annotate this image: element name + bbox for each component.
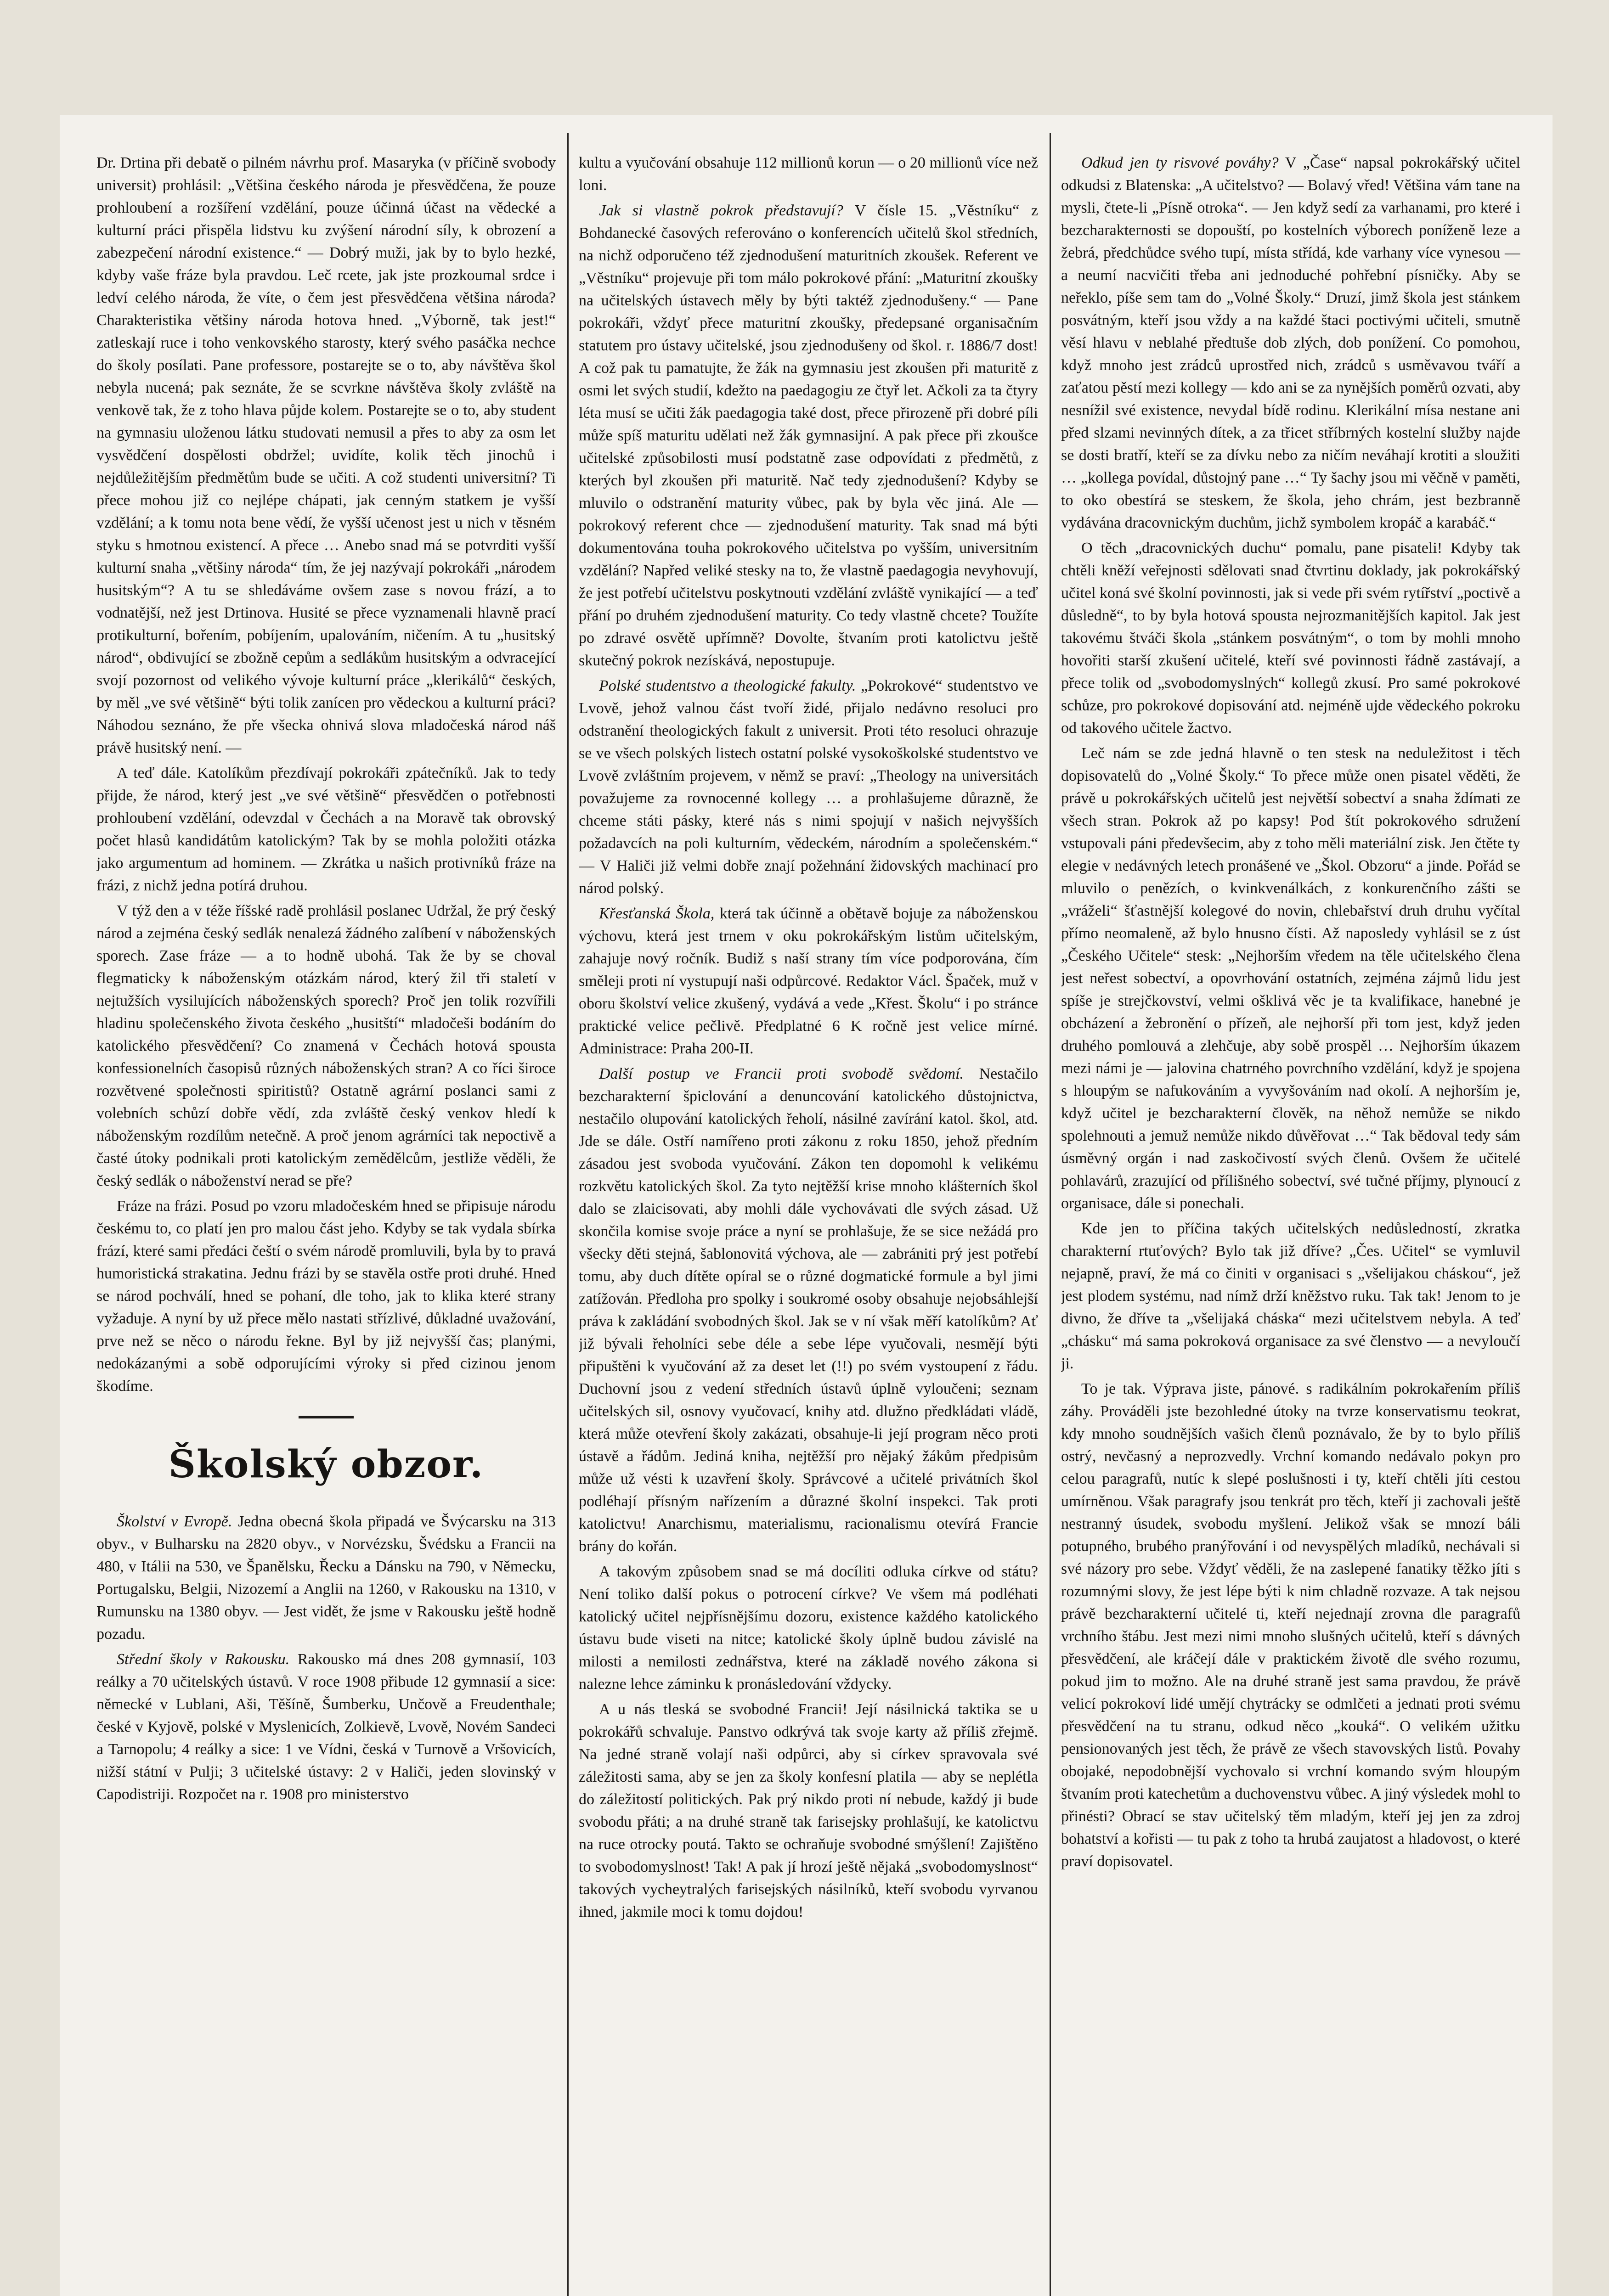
- column-rule-right: [1050, 133, 1051, 2296]
- news-item-lead: Polské studentstvo a theologické fakulty.: [599, 677, 856, 694]
- news-item-text: „Pokrokové“ studentstvo ve Lvově, jehož valnou část tvoří židé, přijalo nedávno resoluci pro odstranění theologických fakult z universit. Proti této resoluci ohrazuje se ve všech polských listech ostatní polské vysokoškolské studentstvo ve Lvově zvláštním projevem, v němž se praví: „Theology na universitách považujeme za rovnocenné kollegy … a prohlašujeme důrazně, že chceme státi pásky, které nás s nimi spojují v našich nejvyšších požadavcích na poli kulturním, vědeckém, národním a společenském.“ — V Haliči již velmi dobře znají požehnání židovských machinací pro národ polský.: [579, 677, 1038, 897]
- article-paragraph: A teď dále. Katolíkům přezdívají pokrokáři zpátečníků. Jak to tedy přijde, že národ, který jest „ve své většině“ přesvědčen o potřebnosti prohloubení vzdělání, odevzdal v Čechách a na Moravě tak obrovský počet hlasů kandidátům katolickým? Tak by se mohla položiti otázka jako argumentum ad hominem. — Zkrátka u našich protivníků fráze na frázi, z nichž jedna potírá druhou.: [96, 765, 556, 894]
- news-item-lead: Křesťanská Škola,: [599, 905, 715, 922]
- news-item-text: V čísle 15. „Věstníku“ z Bohdanecké časových referováno o konferencích učitelů škol středních, na nichž odporučeno též zjednodušení maturitních zkoušek. Referent ve „Věstníku“ projevuje při tom málo pokrokové přání: „Maturitní zkoušky na učitelských ústavech měly by býti taktéž zjednodušeny.“ — Pane pokrokáři, vždyť přece maturitní zkoušky, předepsané organisačním statutem pro ústavy učitelské, jsou zjednodušeny od škol. r. 1886/7 dost! A což pak tu pamatujte, že žák na gymnasiu jest zkoušen při maturitě z osmi let svých studií, kdežto na paedagogiu ze čtyř let. Ačkoli za ta čtyry léta musí se učiti žák paedagogia také dost, přece přirozeně při dobré píli může spíš maturitu udělati než žák gymnasijní. A pak přece při zkoušce učitelské způsobilosti musí podstatně zase odpovídati z předmětů, z kterých byl zkoušen při maturitě. Nač tedy zjednodušení? Kdyby se mluvilo o odstranění maturity vůbec, pak by byla věc jiná. Ale — pokrokový referent chce — zjednodušení maturity. Tak snad má býti dokumentována touha pokrokového učitelstva po vyšším, universitním vzdělání? Napřed veliké stesky na to, že vlastně paedagogia nevyhovují, že jest potřebí učitelstvu poskytnouti vzdělání zvláště vynikající — a teď přání po druhém zjednodušení maturity. Co tedy vlastně chcete? Toužíte po zdravé osvětě upřímně? Dovolte, štvaním proti katolictvu ještě skutečný pokrok nezískává, nepostupuje.: [579, 202, 1038, 669]
- column-rule-left: [567, 133, 569, 2296]
- article-paragraph: Kde jen to příčina takých učitelských nedůsledností, zkratka charakterní rtuťových? Bylo tak již dříve? „Čes. Učitel“ se vymluvil nejapně, praví, že má co činiti v organisaci s „všelijakou cháskou“, jež jest plodem systému, nad nímž drží kněžstvo ruku. Tak tak! Jenom to je divno, že dříve ta „všelijaká cháska“ mezi učitelstvem nebyla. A teď „chásku“ má sama pokroková organisace za své členstvo — a nevyloučí ji.: [1061, 1220, 1520, 1372]
- news-item: [579, 675, 1038, 900]
- section-divider: [299, 1416, 354, 1418]
- news-item-text: V „Čase“ napsal pokrokářský učitel odkudsi z Blatenska: „A učitelstvo? — Bolavý vřed! Většina vám tane na mysli, čtete-li „Písně otroka“. — Jen když sedí za varhanami, pro které i bezcharakternosti se dopouští, po kostelních výborech poníženě leze a žebrá, předchůdce svého tupí, místa střídá, kde varhany více vynesou — a neumí nacvičiti třeba ani jednoduché pohřební písničky. Aby se neřeklo, píše sem tam do „Volné Školy.“ Druzí, jimž škola jest stánkem posvátným, kteří jsou vždy a na každé štaci poctivými učiteli, smutně věsí hlavu v neblahé předtuše dob zlých, dob ponížení. Co pomohou, když mnoho jest zrádců uprostřed nich, zrádců s usměvavou tváří a zaťatou pěstí mezi kollegy — kdo ani se za nynějších poměrů ozvati, aby nesnížil své existence, nevydal bídě rodinu. Klerikální mísa nestane ani před slzami nevinných dítek, a za třicet stříbrných kostelní služby najde se dosti bratří, kteří se za dívku nebo za ničím neváhají krotiti a sloužiti … „kollega povídal, důstojný pane …“ Ty šachy jsou mi věčně v paměti, to oko obestírá se steskem, že škola, jeho chrám, jest bezbranně vydávána dracovnickým duchům, jichž symbolem kropáč a karabáč.“: [1061, 154, 1520, 531]
- article-paragraph: Leč nám se zde jedná hlavně o ten stesk na neduležitost i těch dopisovatelů do „Volné Školy.“ To přece může onen pisatel věděti, že právě u pokrokářských učitelů jest největší sobectví a snaha ždímati ze všech stran. Pokrok až po kapsy! Pod štít pokrokového sdružení vstupovali páni předevšecim, aby z toho měli materiální zisk. Jen čtěte ty elegie v nedávných letech pronášené ve „Škol. Obzoru“ a jinde. Pořád se mluvilo o penězích, o kvinkvenálkách, z konkurenčního zášti se „vráželi“ šťastnější kolegové do novin, chlebařství druh druhu vyčítal přímo neomaleně, až bylo hnusno čísti. Až naposledy vyhlásil se z úst „Českého Učitele“ stesk: „Nejhorším vředem na těle učitelského člena jest neřest sobectví, a opovrhování ostatních, zejména zájmů lidu jest spíše je strejčkovství, velmi ošklivá věc je ta kvalifikace, hanebné je obcházení a žebronění o přízeň, ale nejhorší při tom jest, když jeden druhého pomlouvá a zlehčuje, aby sobě prospěl … Nejhorším úkazem mezi námi je — jalovina chatrného povrchního vzdělání, když je spojena s hloupým se nafukováním a vyvyšováním nad okolí. A nejhorším je, když učitel je bezcharakterní člověk, na něhož nemůže se nikdo spolehnouti a jemuž nemůže nikdo důvěřovat …“ Tak bědoval tedy sám úsměvný orgán i nad zaskočivostí svých členů. Ovšem že učitelé pohlavárů, zrazující od přílišného sobectví, své tučné příjmy, plynoucí z organisace, dále si ponechali.: [1061, 745, 1520, 1212]
- news-item-lead: Jak si vlastně pokrok představují?: [599, 202, 843, 219]
- news-item: [579, 199, 1038, 672]
- news-item: [96, 1510, 556, 1645]
- news-item-lead: Střední školy v Rakousku.: [117, 1651, 290, 1668]
- news-item: [579, 902, 1038, 1060]
- news-item-text: Nestačilo bezcharakterní špiclování a denuncování katolického důstojnictva, nestačilo olupování katolických řeholí, násilné zavírání katol. škol, atd. Jde se dále. Ostří namířeno proti zákonu z roku 1850, jehož předním zásadou jest svoboda vyučování. Zákon ten dopomohl k velikému rozkvětu katolických škol. Za tyto nejtěžší krise mnoho klášterních škol dalo se zlaicisovati, aby mohli dále vychovávati dle svých zásad. Už skončila komise svoje práce a nyní se prohlašuje, že se sice nežádá pro všecky děti stejná, šablonovitá výchova, ale — zabrániti prý jest potřebí tomu, aby duch dítěte opíral se o různé dogmatické formule a byl jimi zatížován. Předloha pro spolky i soukromé osoby obsahuje nejobsáhlejší práva k zakládání svobodných škol. Jak se v ní však měří katolíkům? Ať již bývali řeholníci sebe déle a sebe lépe vyučovali, nesmějí býti připuštěni k vyučování až za deset let (!!) po svém vystoupení z řádu. Duchovní jsou z vedení středních ústavů úplně vyloučeni; seznam učitelských sil, osnovy vyučovací, knihy atd. dlužno předkládati vládě, která může otevření školy zakázati, obsahuje-li její program něco proti ústavě a řádům. Jediná kniha, nejtěžší pro nějaký žákům předpisům může už vésti k uzavření školy. Správcové a učitelé privátních škol podléhají přísným nařízením a důrazné školní inspekci. Tak proti katolictvu! Anarchismu, materialismu, racionalismu otevírá Francie brány do kořán.: [579, 1065, 1038, 1555]
- article-paragraph: kultu a vyučování obsahuje 112 millionů korun — o 20 millionů více než loni.: [579, 154, 1038, 194]
- section-heading: Školský obzor.: [168, 1442, 484, 1486]
- article-paragraph: Fráze na frázi. Posud po vzoru mladočeském hned se připisuje národu českému to, co platí jen pro malou část jeho. Kdyby se tak vydala sbírka frází, které sami předáci čeští o svém národě promluvili, byla by to pravá humoristická strakatina. Jednu frázi by se stavěla ostře proti druhé. Hned se národ pochválí, hned se pohaní, dle toho, jak to klika které strany vyžaduje. A nyní by už přece mělo nastati střízlivé, důkladné uvažování, prve než se něco o národu řekne. Byl by již nejvyšší čas; planými, nedokázanými a sobě odporujícími výroky si před cizinou jenom škodíme.: [96, 1198, 556, 1395]
- news-item-lead: Školství v Evropě.: [117, 1513, 232, 1530]
- column-1: [96, 152, 556, 2296]
- news-item-lead: Odkud jen ty risvové pováhy?: [1081, 154, 1279, 171]
- article-paragraph: A takovým způsobem snad se má docíliti odluka církve od státu? Není toliko další pokus o potrocení církve? Ve všem má podléhati katolický učitel nejpřísnějšímu dozoru, existence každého katolického ústavu bude viseti na nitce; katolické školy úplně budou závislé na milosti a nemilosti zednářstva, které na základě nového zákona si nalezne lehce záminku k pronásledování vždycky.: [579, 1563, 1038, 1693]
- article-paragraph: To je tak. Výprava jiste, pánové. s radikálním pokrokařením příliš záhy. Prováděli jste bezohledné útoky na tvrze konservatismu teokrat, kdy mnoho soudnějších vašich členů poznávalo, že by to bylo příliš ostrý, nevčasný a neprozvedly. Vrchní komando nedávalo pokyn pro celou paragrafů, nutíc k slepé poslušnosti i ty, kteří chtěli jíti cestou umírněnou. Však paragrafy jsou tenkrát pro těch, kteří ji zachovali ještě nestranný úsudek, svobodu myšlení. Jelikož však se mnozí báli potupného, brubého pranýřování i od nevyspělých mladíků, nechávali si své názory pro sebe. Vždyť věděli, že na zaslepené fanatiky těžko jíti s rozumnými slovy, že jest lépe býti k nim chladně rozvaze. A tak nejsou právě bezcharakterní učitelé ti, kteří nejednají zrovna dle paragrafů vrchního štábu. Jest mezi nimi mnoho slušných učitelů, kteří s dávných přesvědčení, ale kráčejí dále v praktickém životě dle svého rozumu, pokud jim to možno. Ale na druhé straně jest sama pravdou, že právě velicí pokrokoví lidé umějí chytráckу se odmlčeti a jednati proti svému přesvědčení na tu stranu, odkud něco „kouká“. O velikém užitku pensionovaných jest těch, že právě ze všech stavovských listů. Povahy obojaké, nepodobnější vychovalo si vrchní komando svým hloupým štvaním proti katechetům a duchovenstvu vůbec. A jiný výsledek mohl to přinésti? Obrací se stav učitelský těm mladým, kteří jej jen za zdroj bohatství a kořisti — tu pak z toho ta hrubá zaujatost a hladovost, o které praví dopisovatel.: [1061, 1380, 1520, 1870]
- news-item-text: Rakousko má dnes 208 gymnasií, 103 reálky a 70 učitelských ústavů. V roce 1908 přibude 12 gymnasií a sice: německé v Lublani, Aši, Těšíně, Šumberku, Unčově a Freudenthale; české v Kyjově, polské v Myslenicích, Zolkievě, Lvově, Novém Sandeci a Tarnopolu; 4 reálky a sice: 1 ve Vídni, česká v Turnově a Vršovicích, nižší státní v Pulji; 3 učitelské ústavy: 2 v Haliči, jeden slovinský v Capodistriji. Rozpočet na r. 1908 pro ministerstvo: [96, 1651, 556, 1803]
- news-item: [579, 1063, 1038, 1558]
- news-item: [96, 1648, 556, 1806]
- article-paragraph: O těch „dracovnických duchu“ pomalu, pane pisateli! Kdyby tak chtěli kněží veřejnosti sdělovati snad čtvrtinu doklady, jak pokrokářský učitel koná své školní povinnosti, jak si vede při svém rytířství „poctivě a důsledně“, to by byla hotová spousta nejrozmanitějších kapitol. Jak jest takovému štváči škola „stánkem posvátným“, o tom by mohli mnoho hovořiti starší zkušení učitelé, kteří své povinnosti řádně zastávají, a přece tolik od „svobodomyslných“ kollegů zkusí. Pro samé pokrokové schůze, pro pokrokové dopisování atd. nejméně ujde vědeckého pokroku od takového učitele žactvo.: [1061, 540, 1520, 737]
- article-paragraph: V týž den a v téže říšské radě prohlásil poslanec Udržal, že prý český národ a zejména český sedlák nenalezá žádného zalíbení v náboženských sporech. Zase fráze — a to hodně ubohá. Tak že by se choval flegmaticky k náboženským otázkám národ, který žil tři staletí v nejtužších vysilujících náboženských sporech? Proč jen tolik rozvířili hladinu společenského života českého „husitští“ mladočeši bodáním do katolického přesvědčení? Co znamená v Čechách hotová spousta konfessionelních časopisů různých náboženských stran? A co říci široce rozvětvené společnosti spiritistů? Ostatně agrární poslanci sami z volebních schůzí dobře vědí, zda zvláště český venkov hledí k náboženským rozdílům netečně. A proč jenom agrárníci tak nepoctivě a časté útoky podnikali proti katolickým zemědělcům, jestliže věděli, že český sedlák o náboženství nerad se pře?: [96, 902, 556, 1189]
- news-item-lead: Další postup ve Francii proti svobodě svědomí.: [599, 1065, 964, 1082]
- column-2: [579, 152, 1038, 2296]
- news-item: [1061, 152, 1520, 534]
- news-item-text: která tak účinně a obětavě bojuje za náboženskou výchovu, která jest trnem v oku pokrokářským listům učitelským, zahajuje nový ročník. Budiž s naší strany tím více podporována, čím směleji proti ní vystupují naši odpůrcové. Redaktor Václ. Špaček, muž v oboru školství velice zkušený, vydává a vede „Křest. Školu“ i po stránce praktické velice pečlivě. Předplatné 6 K ročně jest velice mírné. Administrace: Praha 200-II.: [579, 905, 1038, 1057]
- column-3: [1061, 152, 1520, 2296]
- article-paragraph: A u nás tleská se svobodné Francii! Její násilnická taktika se u pokrokářů schvaluje. Panstvo odkrývá tak svoje karty až příliš zřejmě. Na jedné straně volají naši odpůrci, aby si církev spravovala své záležitosti sama, aby se jen za školy konfesní platila — aby se neplétla do záležitostí politických. Pak prý nikdo proti ní nebude, každý ji bude svobodu přáti; a na druhé straně tak farisejsky prohlašují, ke katolictvu na ruce otrocky poutá. Takto se ochraňuje svobodné smýšlení! Zajištěno to svobodomyslnost! Tak! A pak jí hrozí ještě nějaká „svobodomyslnost“ takových vycheytralých farisejských násilníků, kteří svobodu vyrvanou ihned, jakmile moci k tomu dojdou!: [579, 1701, 1038, 1920]
- article-paragraph: Dr. Drtina při debatě o pilném návrhu prof. Masaryka (v příčině svobody universit) prohlásil: „Většina českého národa je přesvědčena, že pouze prohloubení a rozšíření vzdělání, pouze účinná účast na vědecké a kulturní práci přispěla lidstvu ku zvýšení národní síly, k obrození a zabezpečení národní existence.“ — Dobrý muži, jak by to bylo hezké, kdyby vaše fráze byla pravdou. Leč rcete, jak jste prozkoumal srdce i ledví celého národa, že víte, o čem jest přesvědčena většina národa? Charakteristika většiny národa hotova hned. „Výborně, tak jest!“ zatleskají ruce i toho venkovského starosty, který svého pasáčka nechce do školy posílati. Pane professore, postarejte se o to, aby návštěva škol nebyla nucená; pak seznáte, že se scvrkne návštěva školy zvláště na venkově tak, že z toho hlava půjde kolem. Postarejte se o to, aby student na gymnasiu uloženou látku studovati nemusil a přes to aby za osm let vysvědčení dospělosti obdržel; uvidíte, kolik těch jinochů i nejdůležitějším předmětům bude se učiti. A což studenti universitní? Ti přece mohou již co nejlépe chápati, jak cenným statkem je vyšší vzdělání; a k tomu nota bene vědí, že vyšší učenost jest u nich v těsném styku s hmotnou existencí. A přece … Anebo snad má se potvrditi vyšší kulturní snaha „většiny národa“ tím, že jej nazývají pokrokáři „národem husitským“? A tu se shledáváme ovšem zase s novou frází, a to vodnatější, než jest Drtinova. Husité se přece vyznamenali hlavně prací protikulturní, bořením, pobíjením, upalováním, ničením. A tu „husitský národ“, obdivující se zbožně cepům a sedlákům husitským a odvracející svojí pozornost od velikého vývoje kulturní práce „klerikálů“ českých, by měl „ve své většině“ býti tolik zanícen pro vědeckou a kulturní práci? Náhodou seznáno, že pře všecka ohnivá slova mladočeská národ náš právě husitský není. —: [96, 154, 556, 756]
- newspaper-page: [60, 115, 1553, 2296]
- news-item-text: Jedna obecná škola připadá ve Švýcarsku na 313 obyv., v Bulharsku na 2820 obyv., v Norvézsku, Švédsku a Francii na 480, v Itálii na 530, ve Španělsku, Řecku a Dánsku na 790, v Německu, Portugalsku, Belgii, Nizozemí a Anglii na 1260, v Rakousku na 1310, v Rumunsku na 1380 obyv. — Jest vidět, že jsme v Rakousku ještě hodně pozadu.: [96, 1513, 556, 1643]
